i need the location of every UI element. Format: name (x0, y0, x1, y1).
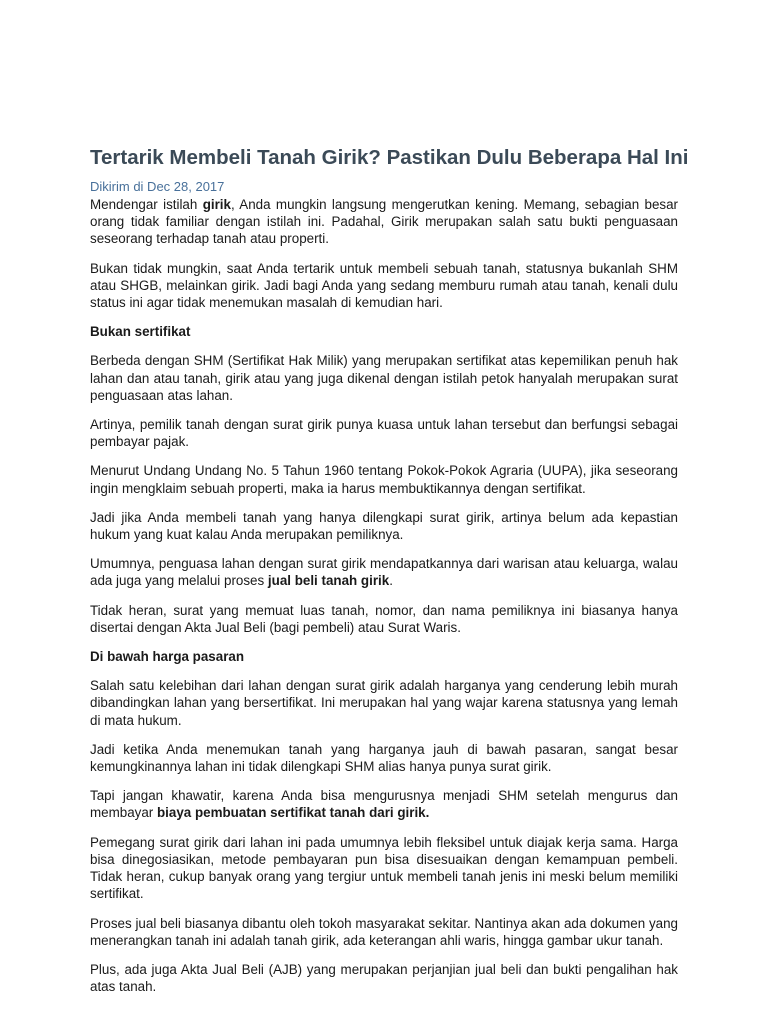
paragraph-14: Plus, ada juga Akta Jual Beli (AJB) yang merupakan perjanjian jual beli dan bukti pengalihan hak atas tanah. (90, 961, 678, 995)
article-title: Tertarik Membeli Tanah Girik? Pastikan Dulu Beberapa Hal Ini (90, 146, 689, 169)
paragraph-3: Berbeda dengan SHM (Sertifikat Hak Milik) yang merupakan sertifikat atas kepemilikan penuh hak lahan dan atau tanah, girik atau yang juga dikenal dengan istilah petok hanyalah merupakan surat penguasaan atas lahan. (90, 353, 678, 403)
post-date: Dikirim di Dec 28, 2017 (90, 179, 225, 194)
paragraph-intro-bold: girik (202, 197, 231, 212)
paragraph-2: Bukan tidak mungkin, saat Anda tertarik untuk membeli sebuah tanah, statusnya bukanlah SHM atau SHGB, melainkan girik. Jadi bagi Anda yang sedang memburu rumah atau tanah, kenali dulu status ini agar tidak menemukan masalah di kemudian hari. (90, 260, 678, 311)
paragraph-intro (90, 196, 678, 248)
paragraph-6: Jadi jika Anda membeli tanah yang hanya dilengkapi surat girik, artinya belum ada kepastian hukum yang kuat kalau Anda merupakan pemiliknya. (90, 509, 678, 543)
paragraph-11-bold: biaya pembuatan sertifikat tanah dari girik. (156, 805, 430, 821)
paragraph-intro-text-1: Mendengar istilah (90, 197, 203, 212)
paragraph-13: Proses jual beli biasanya dibantu oleh tokoh masyarakat sekitar. Nantinya akan ada dokumen yang menerangkan tanah ini adalah tanah girik, ada keterangan ahli waris, hingga gambar ukur tanah. (90, 915, 678, 948)
paragraph-10: Jadi ketika Anda menemukan tanah yang harganya jauh di bawah pasaran, sangat besar kemungkinannya lahan ini tidak dilengkapi SHM alias hanya punya surat girik. (90, 741, 678, 775)
paragraph-7 (90, 555, 678, 589)
paragraph-7-bold: jual beli tanah girik (267, 573, 390, 589)
paragraph-8: Tidak heran, surat yang memuat luas tanah, nomor, dan nama pemiliknya ini biasanya hanya disertai dengan Akta Jual Beli (bagi pembeli) atau Surat Waris. (90, 602, 678, 635)
paragraph-intro-text-2: , Anda mungkin langsung mengerutkan kening. Memang, sebagian besar orang tidak familiar dengan istilah ini. Padahal, Girik merupakan salah satu bukti penguasaan seseorang terhadap tanah atau properti. (90, 197, 678, 247)
paragraph-11 (90, 787, 678, 821)
paragraph-9: Salah satu kelebihan dari lahan dengan surat girik adalah harganya yang cenderung lebih murah dibandingkan lahan yang bersertifikat. Ini merupakan hal yang wajar karena statusnya yang lemah di mata hukum. (90, 678, 678, 728)
section-heading-bukan-sertifikat: Bukan sertifikat (90, 324, 191, 340)
paragraph-4: Artinya, pemilik tanah dengan surat girik punya kuasa untuk lahan tersebut dan berfungsi sebagai pembayar pajak. (90, 417, 678, 450)
paragraph-5: Menurut Undang Undang No. 5 Tahun 1960 tentang Pokok-Pokok Agraria (UUPA), jika seseorang ingin mengklaim sebuah properti, maka ia harus membuktikannya dengan sertifikat. (90, 463, 678, 496)
paragraph-11-text-1: Tapi jangan khawatir, karena Anda bisa mengurusnya menjadi SHM setelah mengurus dan membayar (90, 788, 678, 821)
paragraph-7-text-1: Umumnya, penguasa lahan dengan surat girik mendapatkannya dari warisan atau keluarga, walau ada juga yang melalui proses (90, 556, 678, 589)
article (90, 146, 689, 1007)
paragraph-7-text-2: . (389, 573, 393, 589)
paragraph-12: Pemegang surat girik dari lahan ini pada umumnya lebih fleksibel untuk diajak kerja sama. Harga bisa dinegosiasikan, metode pembayaran pun bisa disesuaikan dengan kemampuan pembeli. Tidak heran, cukup banyak orang yang tergiur untuk membeli tanah jenis ini meski belum memiliki sertifikat. (90, 834, 678, 902)
section-heading-harga-pasaran: Di bawah harga pasaran (90, 649, 245, 665)
